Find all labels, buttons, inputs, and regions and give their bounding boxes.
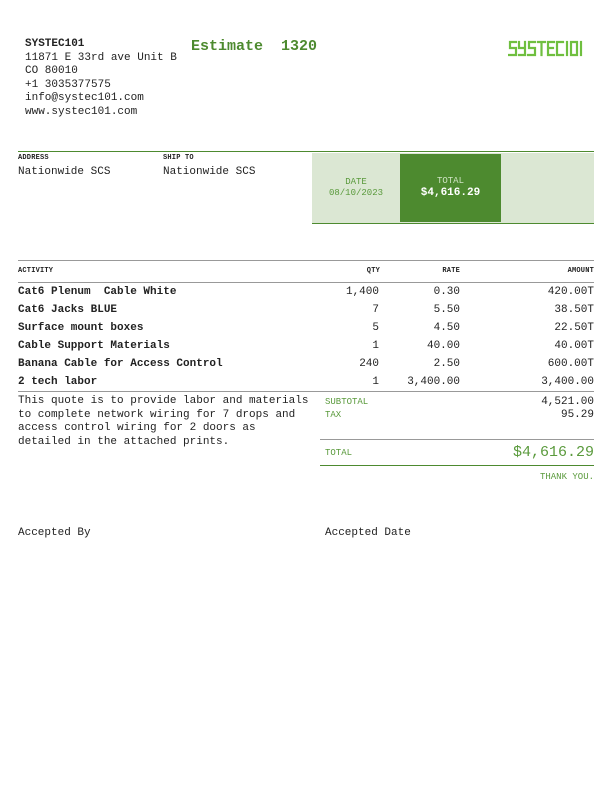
company-name: SYSTEC101	[25, 38, 85, 50]
estimate-note: This quote is to provide labor and materials to complete network wiring for 7 drops and access control wiring for 2 doors as detailed in the attached prints.	[18, 395, 309, 448]
table-row	[18, 322, 594, 340]
address-label: ADDRESS	[18, 154, 49, 162]
activity-cell: 2 tech labor	[18, 376, 98, 388]
table-row	[18, 304, 594, 322]
rate-cell: 5.50	[433, 304, 460, 316]
qty-cell: 1	[372, 376, 379, 388]
items-bottom-rule	[18, 391, 594, 392]
header-divider	[18, 151, 594, 152]
accepted-date-label: Accepted Date	[325, 527, 411, 539]
accepted-by-label: Accepted By	[18, 527, 91, 539]
amount-cell: 420.00T	[547, 286, 594, 298]
company-info	[25, 38, 185, 120]
amount-cell: 40.00T	[554, 340, 594, 352]
rate-cell: 40.00	[426, 340, 460, 352]
company-address-line2: CO 80010	[25, 65, 78, 78]
company-logo	[508, 38, 588, 60]
total-value: $4,616.29	[512, 444, 594, 461]
total-box	[400, 154, 501, 222]
activity-cell: Cat6 Jacks BLUE	[18, 304, 118, 316]
subtotal-rule	[320, 439, 594, 440]
subtotal-value: 4,521.00	[541, 396, 594, 408]
qty-cell: 7	[372, 304, 379, 316]
amount-cell: 3,400.00	[541, 376, 594, 388]
subtotal-label: SUBTOTAL	[325, 397, 369, 407]
document-title: Estimate 1320	[191, 38, 318, 55]
activity-cell: Surface mount boxes	[18, 322, 144, 334]
table-row	[18, 340, 594, 358]
total-label: TOTAL	[325, 448, 353, 458]
company-email: info@systec101.com	[25, 92, 144, 105]
panel-total-label: TOTAL	[436, 176, 464, 186]
thank-you-text: THANK YOU.	[539, 472, 594, 482]
activity-cell: Cable Support Materials	[18, 340, 170, 352]
table-row	[18, 358, 594, 376]
amount-cell: 600.00T	[547, 358, 594, 370]
date-label: DATE	[345, 177, 367, 187]
qty-header: QTY	[366, 267, 380, 275]
panel-total-value: $4,616.29	[420, 187, 481, 199]
company-website: www.systec101.com	[25, 105, 138, 118]
date-value: 08/10/2023	[328, 188, 383, 198]
amount-cell: 38.50T	[554, 304, 594, 316]
activity-header: ACTIVITY	[18, 267, 54, 275]
company-address-line1: 11871 E 33rd ave Unit B	[25, 51, 177, 64]
activity-cell: Cat6 Plenum Cable White	[18, 286, 177, 298]
ship-to-label: SHIP TO	[163, 154, 194, 162]
total-rule	[320, 465, 594, 466]
ship-to-value: Nationwide SCS	[163, 166, 256, 178]
rate-cell: 3,400.00	[407, 376, 460, 388]
qty-cell: 1,400	[345, 286, 379, 298]
table-header-rule	[18, 282, 594, 283]
table-top-rule	[18, 260, 594, 261]
rate-cell: 0.30	[433, 286, 460, 298]
amount-cell: 22.50T	[554, 322, 594, 334]
date-box	[312, 153, 400, 223]
qty-cell: 240	[359, 358, 379, 370]
amount-header: AMOUNT	[567, 267, 594, 275]
rate-cell: 2.50	[433, 358, 460, 370]
rate-header: RATE	[442, 267, 460, 275]
activity-cell: Banana Cable for Access Control	[18, 358, 223, 370]
rate-cell: 4.50	[433, 322, 460, 334]
address-value: Nationwide SCS	[18, 166, 111, 178]
tax-value: 95.29	[560, 409, 594, 421]
tax-label: TAX	[325, 410, 342, 420]
qty-cell: 5	[372, 322, 379, 334]
table-row	[18, 286, 594, 304]
company-phone: +1 3035377575	[25, 78, 111, 91]
qty-cell: 1	[372, 340, 379, 352]
